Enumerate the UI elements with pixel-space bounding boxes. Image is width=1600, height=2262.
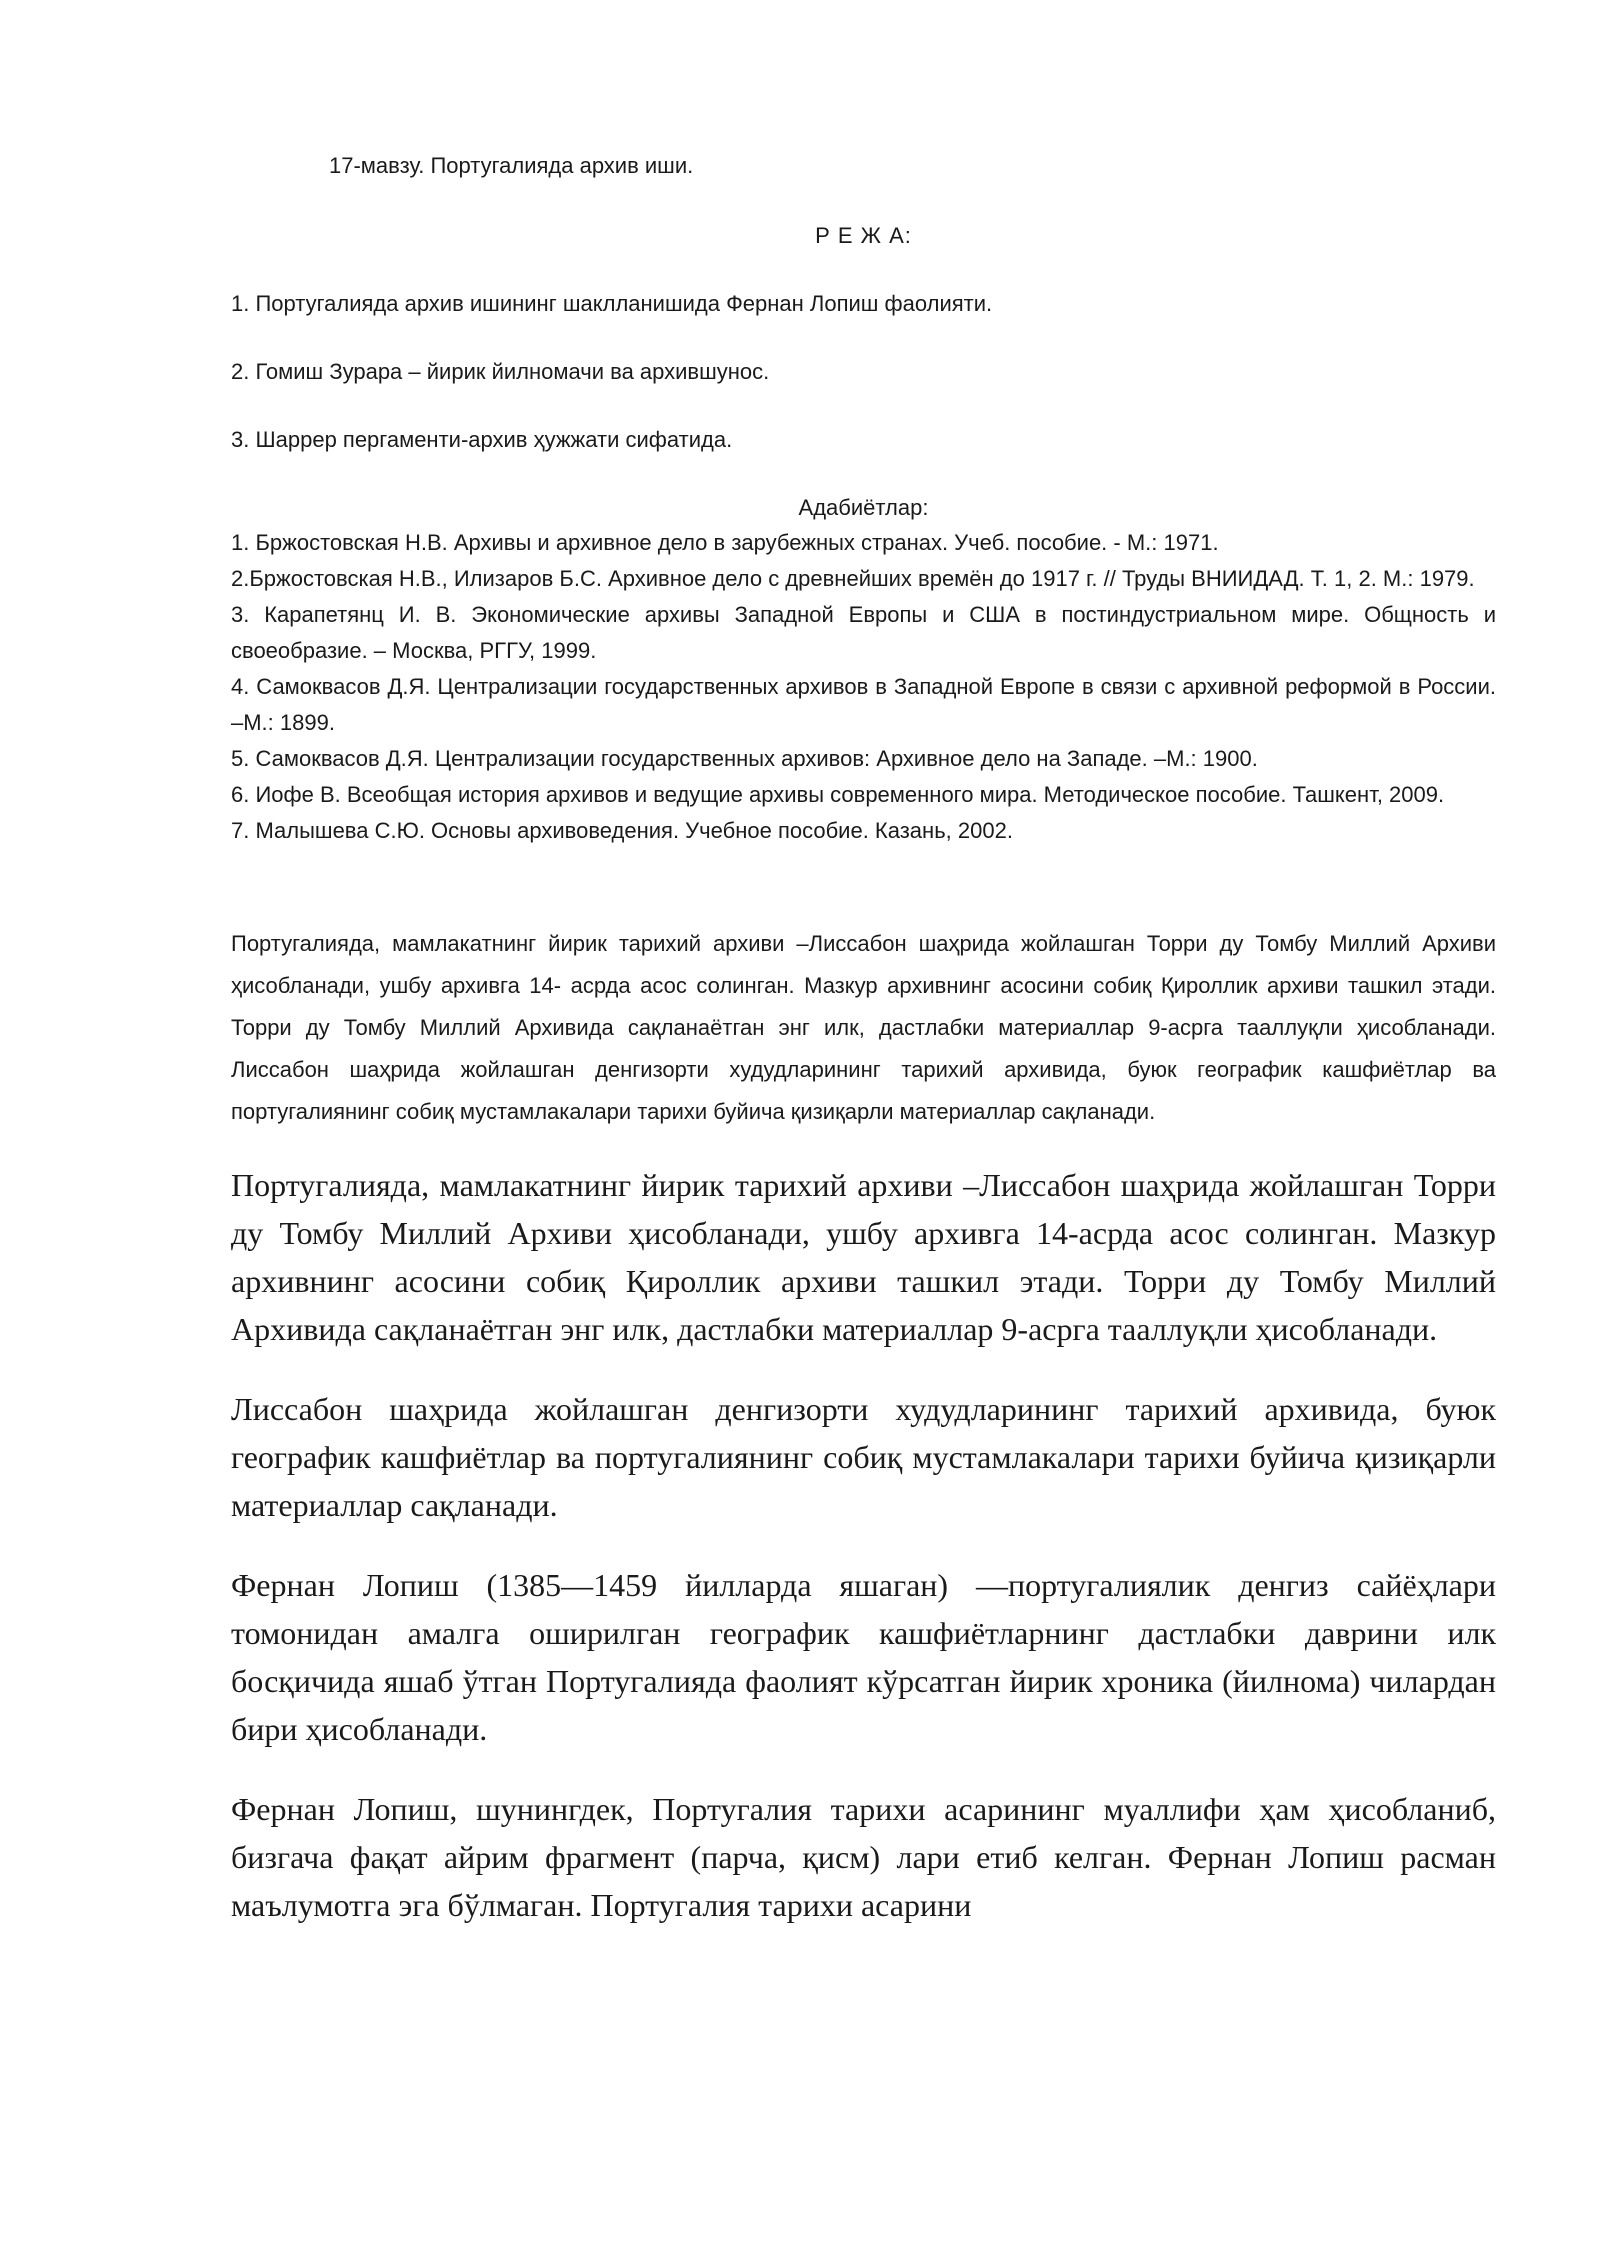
literature-item: 6. Иофе В. Всеобщая история архивов и ведущие архивы современного мира. Методическое пособие. Ташкент, 2009. [231, 782, 1445, 807]
topic-title: 17-мавзу. Португалияда архив иши. [329, 153, 694, 178]
main-text [231, 1161, 1496, 1929]
literature-section [231, 490, 1496, 849]
literature-item: 5. Самоквасов Д.Я. Централизации государственных архивов: Архивное дело на Западе. –М.: 1900. [231, 746, 1258, 771]
intro-paragraph: Португалияда, мамлакатнинг йирик тарихий архиви –Лиссабон шаҳрида жойлашган Торри ду Томбу Миллий Архиви ҳисобланади, ушбу архивга 14- асрда асос солинган. Мазкур архивнинг асосини собиқ Қироллик архиви ташкил этади. Торри ду Томбу Миллий Архивида сақланаётган энг илк, дастлабки материаллар 9-асрга тааллуқли ҳисобланади. Лиссабон шаҳрида жойлашган денгизорти худудларининг тарихий архивида, буюк географик кашфиётлар ва португалиянинг собиқ мустамлакалари тарихи буйича қизиқарли материаллар сақланади. [231, 931, 1496, 1124]
body-paragraph: Лиссабон шаҳрида жойлашган денгизорти худудларининг тарихий архивида, буюк географик кашфиётлар ва португалиянинг собиқ мустамлакалари тарихи буйича қизиқарли материаллар сақланади. [231, 1391, 1496, 1523]
plan-item: 3. Шаррер пергаменти-архив ҳужжати сифатида. [231, 427, 733, 452]
plan-section [231, 220, 1496, 456]
literature-item: 3. Карапетянц И. В. Экономические архивы Западной Европы и США в постиндустриальном мире. Общность и своеобразие. – Москва, РГГУ, 1999. [231, 602, 1496, 663]
literature-item: 2.Бржостовская Н.В., Илизаров Б.С. Архивное дело с древнейших времён до 1917 г. // Труды ВНИИДАД. Т. 1, 2. М.: 1979. [231, 566, 1475, 591]
body-paragraph: Фернан Лопиш (1385—1459 йилларда яшаган) —португалиялик денгиз сайёҳлари томонидан амалга оширилган географик кашфиётларнинг дастлабки даврини илк босқичида яшаб ўтган Португалияда фаолият кўрсатган йирик хроника (йилнома) чилардан бири ҳисобланади. [231, 1567, 1496, 1747]
document-page [231, 150, 1496, 1961]
literature-item: 7. Малышева С.Ю. Основы архивоведения. Учебное пособие. Казань, 2002. [231, 818, 1013, 843]
literature-item: 1. Бржостовская Н.В. Архивы и архивное дело в зарубежных странах. Учеб. пособие. - М.: 1971. [231, 530, 1219, 555]
plan-item: 1. Португалияда архив ишининг шаклланишида Фернан Лопиш фаолияти. [231, 291, 993, 316]
literature-heading: Адабиётлар: [798, 495, 929, 520]
plan-item: 2. Гомиш Зурара – йирик йилномачи ва архившунос. [231, 359, 770, 384]
body-paragraph: Португалияда, мамлакатнинг йирик тарихий архиви –Лиссабон шаҳрида жойлашган Торри ду Томбу Миллий Архиви ҳисобланади, ушбу архивга 14-асрда асос солинган. Мазкур архивнинг асосини собиқ Қироллик архиви ташкил этади. Торри ду Томбу Миллий Архивида сақланаётган энг илк, дастлабки материаллар 9-асрга тааллуқли ҳисобланади. [231, 1167, 1496, 1347]
plan-heading: Р Е Ж А: [815, 223, 912, 248]
body-paragraph: Фернан Лопиш, шунингдек, Португалия тарихи асарининг муаллифи ҳам ҳисобланиб, бизгача фақат айрим фрагмент (парча, қисм) лари етиб келган. Фернан Лопиш расман маълумотга эга бўлмаган. Португалия тарихи асарини [231, 1791, 1496, 1923]
literature-item: 4. Самоквасов Д.Я. Централизации государственных архивов в Западной Европе в связи с архивной реформой в России. –М.: 1899. [231, 674, 1496, 735]
